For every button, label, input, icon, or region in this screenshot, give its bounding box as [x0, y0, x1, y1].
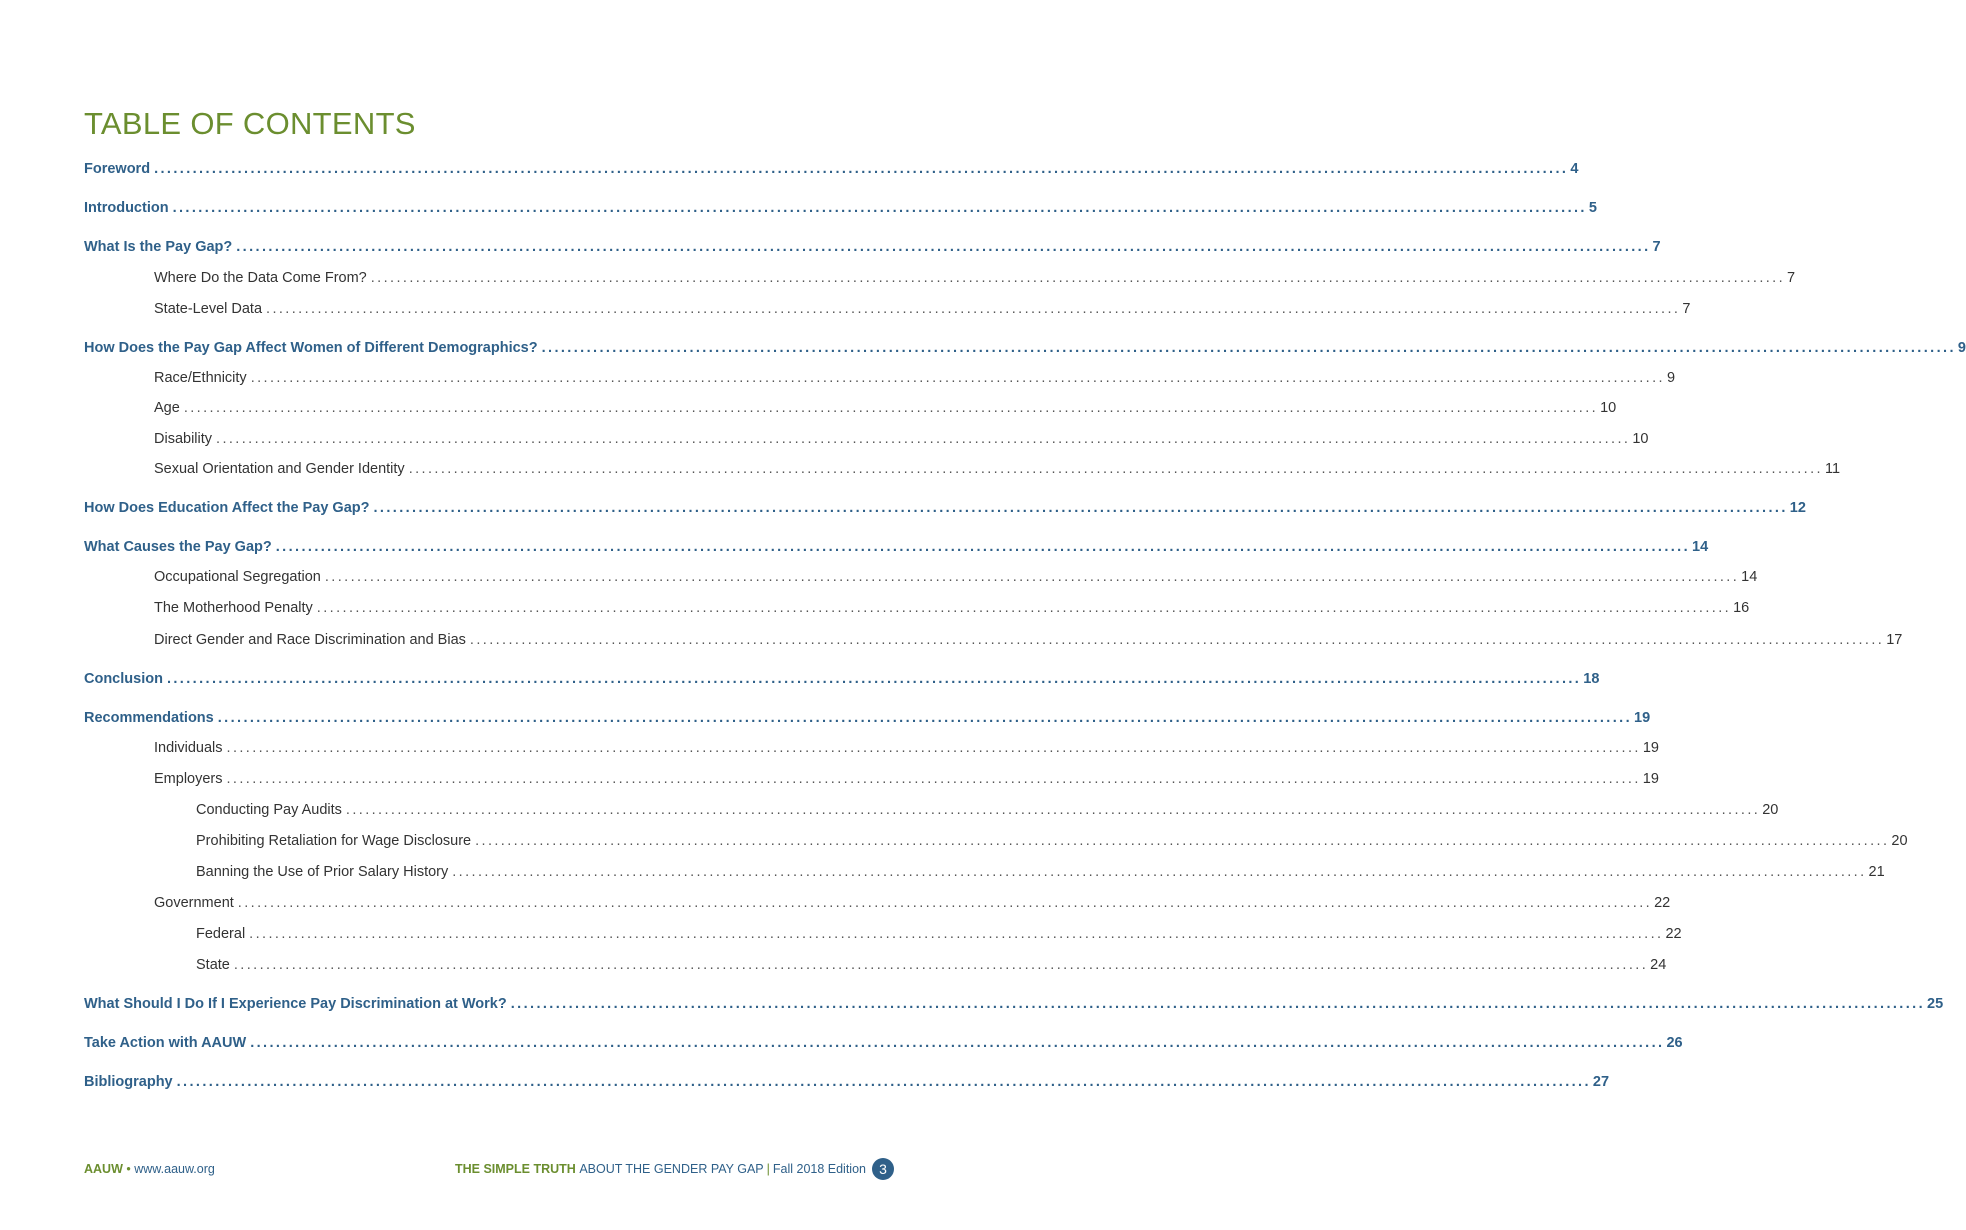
toc-entry[interactable]	[196, 861, 1885, 883]
toc-entry-label: Take Action with AAUW	[84, 1035, 247, 1051]
toc-entry-page: 11	[1824, 461, 1841, 477]
toc-entry-label: Introduction	[84, 200, 169, 216]
toc-entry-label: State-Level Data	[154, 301, 263, 317]
toc-entry[interactable]	[154, 267, 1796, 289]
toc-entry[interactable]	[154, 629, 1903, 651]
toc-leader-dots: ............................................................................................................................................................................................................................	[249, 926, 1664, 942]
toc-entry-page: 20	[1762, 802, 1779, 818]
toc-entry-label: Banning the Use of Prior Salary History	[196, 864, 449, 880]
toc-leader-dots: ............................................................................................................................................................................................................................	[226, 771, 1641, 787]
toc-entry-label: Race/Ethnicity	[154, 370, 247, 386]
toc-entry[interactable]	[84, 1032, 1683, 1054]
toc-leader-dots: ............................................................................................................................................................................................................................	[408, 461, 1823, 477]
toc-leader-dots: ............................................................................................................................................................................................................................	[237, 895, 1653, 911]
toc-entry-page: 10	[1600, 400, 1617, 416]
toc-leader-dots: ............................................................................................................................................................................................................................	[373, 500, 1788, 516]
toc-entry-page: 5	[1588, 200, 1597, 216]
toc-entry-label: Prohibiting Retaliation for Wage Disclosure	[196, 833, 472, 849]
toc-entry[interactable]	[84, 158, 1579, 180]
toc-entry[interactable]	[84, 993, 1944, 1015]
toc-entry-page: 18	[1583, 671, 1600, 687]
toc-leader-dots: ............................................................................................................................................................................................................................	[172, 200, 1587, 216]
toc-entry-page: 7	[1787, 270, 1796, 286]
toc-entry-page: 22	[1654, 895, 1671, 911]
toc-leader-dots: ............................................................................................................................................................................................................................	[154, 161, 1569, 177]
toc-leader-dots: ............................................................................................................................................................................................................................	[510, 996, 1926, 1012]
toc-entry-page: 4	[1570, 161, 1579, 177]
toc-entry-page: 14	[1692, 539, 1709, 555]
toc-entry[interactable]	[84, 197, 1597, 219]
toc-entry[interactable]	[84, 668, 1600, 690]
toc-entry[interactable]	[196, 923, 1682, 945]
toc-entry-page: 19	[1634, 710, 1651, 726]
page-number-badge: 3	[872, 1158, 894, 1180]
toc-entry-label: State	[196, 957, 230, 973]
toc-entry-label: Age	[154, 400, 180, 416]
toc-leader-dots: ............................................................................................................................................................................................................................	[236, 239, 1651, 255]
toc-entry-label: What Should I Do If I Experience Pay Discrimination at Work?	[84, 996, 507, 1012]
toc-entry-label: Bibliography	[84, 1074, 173, 1090]
page-title: TABLE OF CONTENTS	[84, 106, 416, 141]
toc-entry[interactable]	[84, 707, 1651, 729]
toc-entry-page: 25	[1927, 996, 1944, 1012]
toc-entry-label: Individuals	[154, 740, 223, 756]
toc-entry[interactable]	[84, 236, 1661, 258]
toc-entry[interactable]	[154, 566, 1758, 588]
toc-entry-page: 14	[1741, 569, 1758, 585]
toc-leader-dots: ............................................................................................................................................................................................................................	[176, 1074, 1591, 1090]
toc-leader-dots: ............................................................................................................................................................................................................................	[250, 1035, 1665, 1051]
toc-entry-page: 7	[1682, 301, 1691, 317]
footer-edition: Fall 2018 Edition	[772, 1162, 866, 1176]
toc-entry-page: 26	[1666, 1035, 1683, 1051]
toc-entry-page: 19	[1642, 740, 1659, 756]
toc-entry-label: Sexual Orientation and Gender Identity	[154, 461, 405, 477]
toc-leader-dots: ............................................................................................................................................................................................................................	[452, 864, 1867, 880]
toc-entry-page: 27	[1592, 1074, 1610, 1090]
footer-separator: •	[126, 1162, 131, 1176]
toc-leader-dots: ............................................................................................................................................................................................................................	[275, 539, 1691, 555]
toc-entry[interactable]	[196, 830, 1908, 852]
toc-leader-dots: ............................................................................................................................................................................................................................	[541, 340, 1956, 356]
footer-right	[455, 1158, 894, 1180]
toc-leader-dots: ............................................................................................................................................................................................................................	[233, 957, 1649, 973]
toc-entry-page: 12	[1789, 500, 1806, 516]
footer-url[interactable]: www.aauw.org	[134, 1162, 215, 1176]
toc-entry[interactable]	[154, 768, 1659, 790]
toc-entry-page: 20	[1891, 833, 1908, 849]
footer-title-rest: ABOUT THE GENDER PAY GAP	[579, 1162, 764, 1176]
toc-entry[interactable]	[154, 597, 1750, 619]
toc-entry-label: How Does Education Affect the Pay Gap?	[84, 500, 370, 516]
toc-entry-page: 16	[1733, 600, 1750, 616]
toc-entry[interactable]	[84, 1071, 1610, 1093]
toc-entry[interactable]	[84, 497, 1806, 519]
toc-entry[interactable]	[196, 799, 1779, 821]
toc-entry[interactable]	[154, 298, 1691, 320]
toc-entry-label: How Does the Pay Gap Affect Women of Different Demographics?	[84, 340, 538, 356]
toc-entry-label: What Causes the Pay Gap?	[84, 539, 272, 555]
toc-entry-page: 9	[1957, 340, 1966, 356]
toc-entry-label: Conducting Pay Audits	[196, 802, 342, 818]
toc-entry-page: 9	[1666, 370, 1676, 386]
toc-entry[interactable]	[196, 954, 1667, 976]
toc-entry-page: 17	[1886, 632, 1903, 648]
toc-entry-label: Occupational Segregation	[154, 569, 321, 585]
toc-entry-label: Direct Gender and Race Discrimination and Bias	[154, 632, 466, 648]
toc-leader-dots: ............................................................................................................................................................................................................................	[183, 400, 1599, 416]
toc-entry-label: Disability	[154, 431, 213, 447]
toc-leader-dots: ............................................................................................................................................................................................................................	[166, 671, 1582, 687]
toc-leader-dots: ............................................................................................................................................................................................................................	[316, 600, 1732, 616]
toc-entry[interactable]	[154, 892, 1671, 914]
toc-leader-dots: ............................................................................................................................................................................................................................	[216, 431, 1631, 447]
toc-entry-page: 19	[1642, 771, 1659, 787]
toc-entry[interactable]	[154, 428, 1649, 450]
toc-entry-page: 7	[1652, 239, 1661, 255]
toc-entry-label: Foreword	[84, 161, 151, 177]
toc-entry[interactable]	[154, 737, 1659, 759]
toc-entry-page: 24	[1650, 957, 1667, 973]
footer-brand: AAUW	[84, 1162, 123, 1176]
toc-leader-dots: ............................................................................................................................................................................................................................	[217, 710, 1633, 726]
toc-entry[interactable]	[154, 458, 1841, 480]
toc-entry[interactable]	[84, 536, 1709, 558]
footer-title-bold: THE SIMPLE TRUTH	[454, 1162, 576, 1176]
toc-entry-page: 21	[1868, 864, 1885, 880]
toc-leader-dots: ............................................................................................................................................................................................................................	[226, 740, 1641, 756]
toc-entry-label: Employers	[154, 771, 223, 787]
toc-leader-dots: ............................................................................................................................................................................................................................	[475, 833, 1890, 849]
toc-entry[interactable]	[154, 367, 1676, 389]
toc-leader-dots: ............................................................................................................................................................................................................................	[469, 632, 1885, 648]
footer-divider: |	[766, 1162, 770, 1176]
toc-entry-label: The Motherhood Penalty	[154, 600, 313, 616]
toc-entry-label: Conclusion	[84, 671, 163, 687]
toc-leader-dots: ............................................................................................................................................................................................................................	[266, 301, 1681, 317]
toc-entry-page: 10	[1632, 431, 1649, 447]
toc-entry[interactable]	[84, 337, 1966, 359]
toc-leader-dots: ............................................................................................................................................................................................................................	[250, 370, 1665, 386]
toc-entry-label: What Is the Pay Gap?	[84, 239, 233, 255]
footer-left	[84, 1162, 215, 1176]
toc-leader-dots: ............................................................................................................................................................................................................................	[324, 569, 1740, 585]
toc-entry-label: Recommendations	[84, 710, 214, 726]
toc-leader-dots: ............................................................................................................................................................................................................................	[370, 270, 1786, 286]
toc-entry[interactable]	[154, 397, 1617, 419]
toc-leader-dots: ............................................................................................................................................................................................................................	[345, 802, 1761, 818]
toc-entry-label: Federal	[196, 926, 246, 942]
toc-entry-label: Government	[154, 895, 234, 911]
toc-entry-label: Where Do the Data Come From?	[154, 270, 367, 286]
toc-entry-page: 22	[1665, 926, 1682, 942]
